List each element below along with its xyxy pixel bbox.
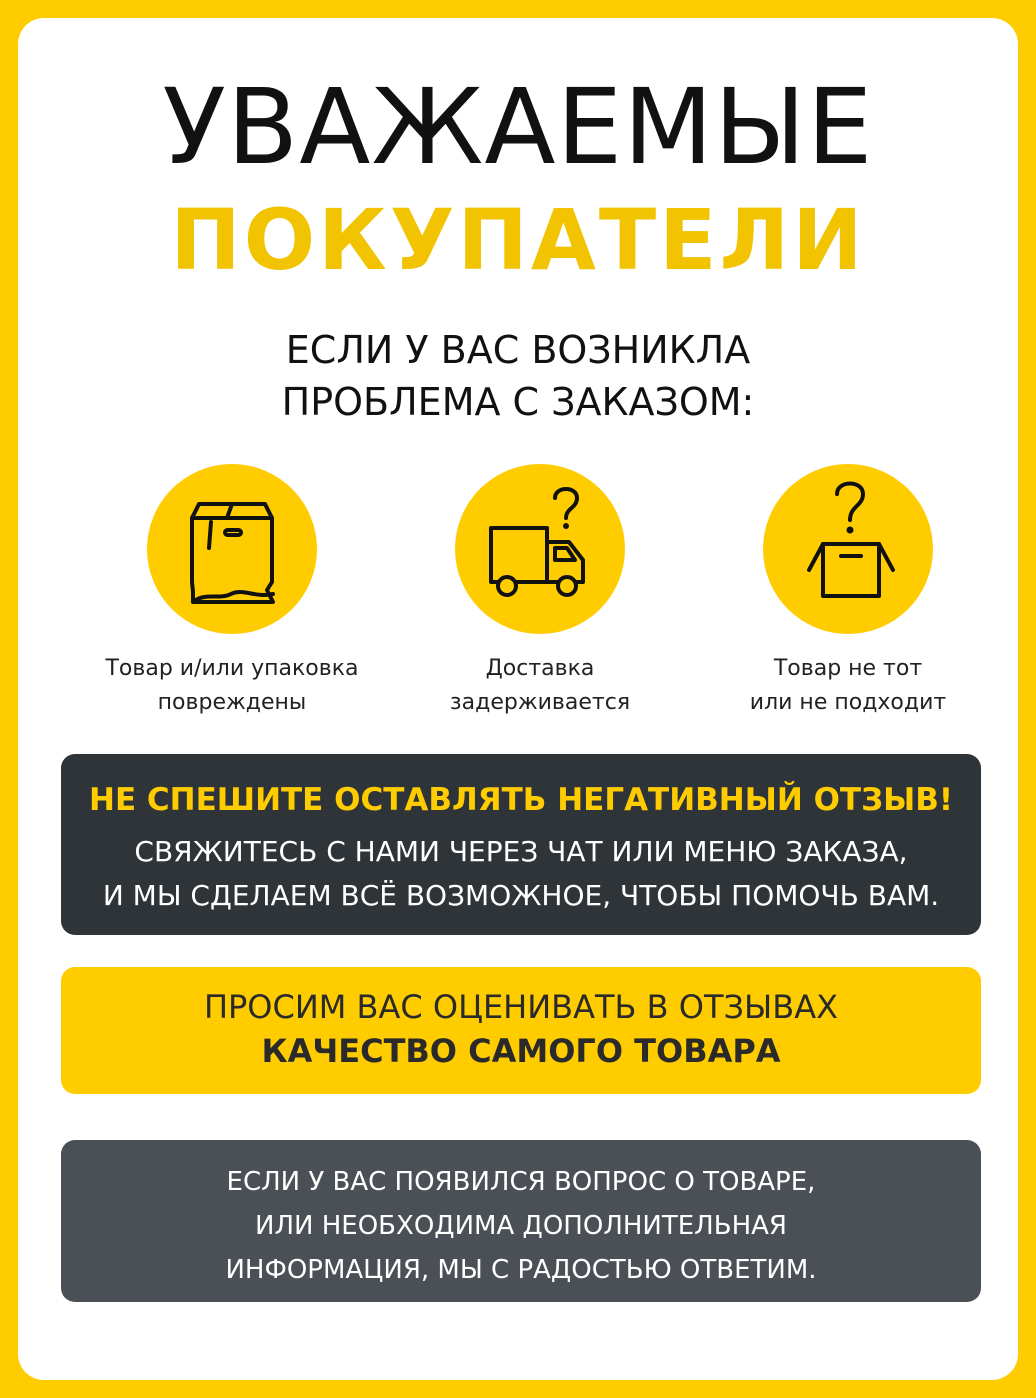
issue-delivery-label [400, 652, 680, 720]
issue-delivery [400, 464, 680, 720]
info-box [61, 1140, 981, 1302]
issue-damaged-circle [147, 464, 317, 634]
issue-wrong-item-circle [763, 464, 933, 634]
issue-wrong-item-label [708, 652, 988, 720]
review-request-line2: КАЧЕСТВО САМОГО ТОВАРА [261, 1032, 781, 1070]
damaged-box-icon [147, 464, 317, 634]
problem-heading-line1: ЕСЛИ У ВАС ВОЗНИКЛА [285, 328, 751, 372]
issue-delivery-label-line1: Доставка [485, 656, 595, 681]
notice-text-line2: И МЫ СДЕЛАЕМ ВСЁ ВОЗМОЖНОЕ, ЧТОБЫ ПОМОЧЬ ВАМ. [102, 879, 940, 912]
review-request-line1: ПРОСИМ ВАС ОЦЕНИВАТЬ В ОТЗЫВАХ [203, 988, 839, 1026]
issue-wrong-item [708, 464, 988, 720]
problem-heading-line2: ПРОБЛЕМА С ЗАКАЗОМ: [281, 380, 755, 424]
issue-damaged [92, 464, 372, 720]
page-title-highlight: ПОКУПАТЕЛИ [170, 191, 866, 289]
issue-damaged-label-line2: повреждены [157, 690, 307, 715]
notice-text-line1: СВЯЖИТЕСЬ С НАМИ ЧЕРЕЗ ЧАТ ИЛИ МЕНЮ ЗАКАЗА, [134, 835, 908, 868]
issue-damaged-label [92, 652, 372, 720]
issue-delivery-circle [455, 464, 625, 634]
problem-heading [0, 324, 1036, 428]
issue-wrong-item-label-line1: Товар не тот [773, 656, 923, 681]
info-text-line2: ИЛИ НЕОБХОДИМА ДОПОЛНИТЕЛЬНАЯ [255, 1211, 787, 1241]
negative-review-notice [61, 754, 981, 935]
open-box-question-icon [763, 464, 933, 634]
notice-text [61, 830, 981, 918]
notice-warning: НЕ СПЕШИТЕ ОСТАВЛЯТЬ НЕГАТИВНЫЙ ОТЗЫВ! [89, 782, 953, 818]
review-request [61, 967, 981, 1094]
issue-damaged-label-line1: Товар и/или упаковка [105, 656, 359, 681]
issue-delivery-label-line2: задерживается [449, 690, 631, 715]
page-title: УВАЖАЕМЫЕ [162, 66, 874, 188]
info-text [61, 1160, 981, 1292]
delivery-truck-question-icon [455, 464, 625, 634]
info-text-line3: ИНФОРМАЦИЯ, МЫ С РАДОСТЬЮ ОТВЕТИМ. [225, 1255, 817, 1285]
issue-wrong-item-label-line2: или не подходит [749, 690, 947, 715]
info-text-line1: ЕСЛИ У ВАС ПОЯВИЛСЯ ВОПРОС О ТОВАРЕ, [226, 1167, 816, 1197]
